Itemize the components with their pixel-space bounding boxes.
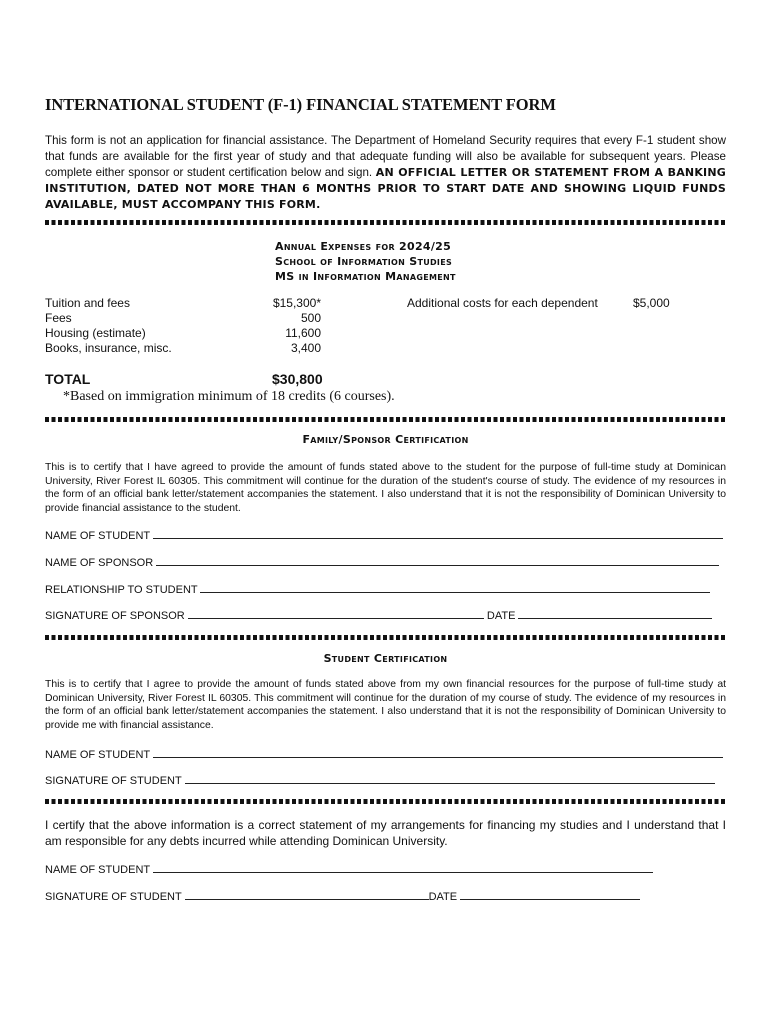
- dotted-divider: [45, 635, 726, 640]
- dotted-divider: [45, 799, 726, 804]
- sponsor-section-heading: Family/Sponsor Certification: [302, 433, 469, 446]
- field-label: SIGNATURE OF SPONSOR: [45, 610, 185, 622]
- expense-label: Books, insurance, misc.: [45, 341, 172, 355]
- final-signature-line[interactable]: [185, 888, 429, 900]
- expenses-heading-year: Annual Expenses for 2024/25: [275, 240, 452, 253]
- intro-paragraph: [45, 133, 726, 213]
- student-certification-text: This is to certify that I agree to provide the amount of funds stated above from my own financial resources for the purpose of full-time study at Dominican University, River Forest IL 60305. This commitment will continue for the duration of my course of study. The evidence of my resources in the form of an official bank letter/statement accompanies the statement. I also understand that it is not the responsibility of Dominican University to provide me with financial assistance.: [45, 679, 726, 731]
- relationship-line[interactable]: [200, 581, 710, 593]
- field-label: NAME OF SPONSOR: [45, 557, 154, 569]
- relationship-field[interactable]: [45, 581, 710, 597]
- expenses-heading-program: MS in Information Management: [275, 270, 456, 283]
- expense-values: [245, 296, 321, 356]
- final-certification-text: I certify that the above information is a correct statement of my arrangements for financing my studies and I understand that I am responsible for any debts incurred while attending Dominican University.: [45, 818, 726, 848]
- final-student-name-field[interactable]: [45, 861, 653, 877]
- expense-value: 3,400: [290, 341, 321, 355]
- dotted-divider: [45, 417, 726, 422]
- field-label: NAME OF STUDENT: [45, 530, 150, 542]
- field-label: SIGNATURE OF STUDENT: [45, 891, 182, 903]
- final-date-line[interactable]: [460, 888, 640, 900]
- dotted-divider: [45, 220, 726, 225]
- student-name-line[interactable]: [153, 527, 723, 539]
- expense-value: $15,300*: [272, 296, 321, 310]
- final-signature-field[interactable]: [45, 888, 640, 904]
- sponsor-certification-text: This is to certify that I have agreed to provide the amount of funds stated above to the student for the purpose of full-time study at Dominican University, River Forest IL 60305. This commitment will continue for the duration of the student's course of study. The evidence of my resources in the form of an official bank letter/statement accompanies the statement. I also understand that it is not the responsibility of Dominican University to provide financial assistance to the student.: [45, 462, 726, 514]
- sponsor-name-line[interactable]: [156, 554, 719, 566]
- total-value: $30,800: [272, 371, 323, 387]
- expense-label: Housing (estimate): [45, 326, 146, 340]
- final-student-name-line[interactable]: [153, 861, 653, 873]
- student-section-heading: Student Certification: [323, 652, 448, 665]
- field-label: RELATIONSHIP TO STUDENT: [45, 584, 198, 596]
- expenses-heading: [275, 239, 456, 284]
- total-label: TOTAL: [45, 371, 91, 387]
- dependent-cost-value: $5,000: [633, 296, 670, 310]
- field-label: DATE: [428, 891, 458, 903]
- expense-label: Fees: [45, 311, 72, 325]
- form-title: INTERNATIONAL STUDENT (F-1) FINANCIAL STATEMENT FORM: [45, 95, 556, 114]
- student-signature-line[interactable]: [185, 772, 715, 784]
- sponsor-date-line[interactable]: [518, 607, 712, 619]
- expenses-heading-school: School of Information Studies: [275, 255, 453, 268]
- student-name-field[interactable]: [45, 746, 723, 762]
- intro-emphasis: AN OFFICIAL LETTER OR STATEMENT FROM A BANKING INSTITUTION, DATED NOT MORE THAN 6 MONTHS PRIOR TO START DATE AND SHOWING LIQUID FUNDS AVAILABLE, MUST ACCOMPANY THIS FORM.: [45, 166, 726, 211]
- expense-value: 11,600: [285, 326, 321, 340]
- field-label: SIGNATURE OF STUDENT: [45, 775, 182, 787]
- field-label: NAME OF STUDENT: [45, 749, 150, 761]
- expense-value: 500: [300, 311, 321, 325]
- dependent-cost-label: Additional costs for each dependent: [407, 296, 598, 310]
- expense-labels: [45, 296, 172, 356]
- sponsor-signature-field[interactable]: [45, 607, 712, 623]
- field-label: DATE: [486, 610, 516, 622]
- intro-text: This form is not an application for financial assistance. The Department of Homeland Security requires that every F-1 student show that funds are available for the first year of study and that adequate funding will also be available for subsequent years. Please complete either sponsor or student certification below and sign.: [45, 134, 726, 179]
- sponsor-name-field[interactable]: [45, 554, 719, 570]
- field-label: NAME OF STUDENT: [45, 864, 150, 876]
- credits-footnote: *Based on immigration minimum of 18 credits (6 courses).: [63, 389, 395, 404]
- student-signature-field[interactable]: [45, 772, 715, 788]
- sponsor-student-name-field[interactable]: [45, 527, 723, 543]
- sponsor-signature-line[interactable]: [188, 607, 484, 619]
- student-name-line[interactable]: [153, 746, 723, 758]
- expense-label: Tuition and fees: [45, 296, 130, 310]
